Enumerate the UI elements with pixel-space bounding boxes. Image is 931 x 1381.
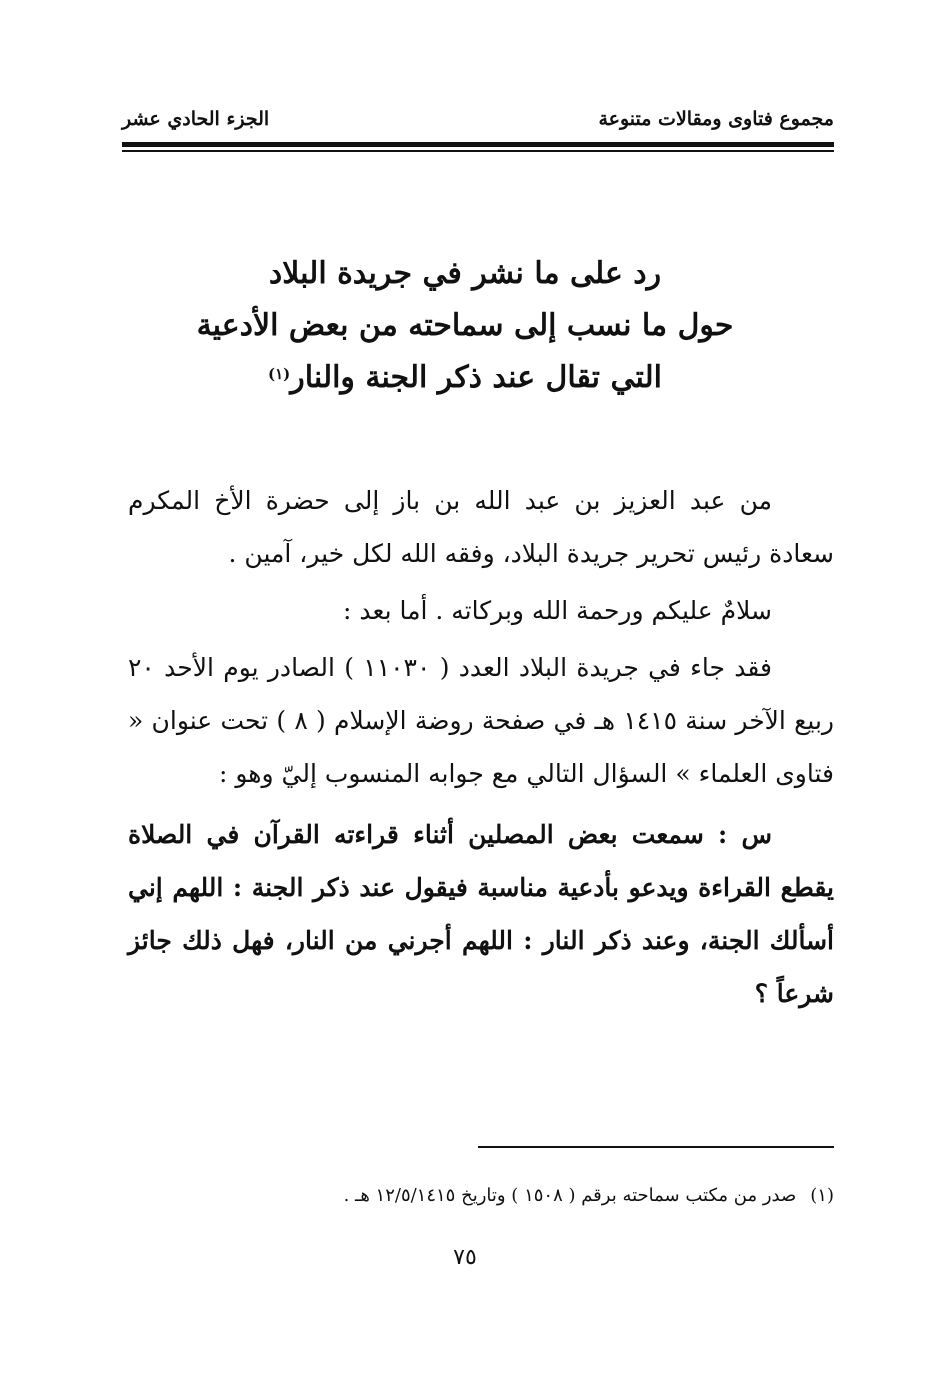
book-title: مجموع فتاوى ومقالات متنوعة — [598, 108, 834, 130]
footnote-text: صدر من مكتب سماحته برقم ( ١٥٠٨ ) وتاريخ ١٢/٥/١٤١٥ هـ . — [343, 1185, 797, 1206]
footnote — [154, 1185, 834, 1206]
article-title — [150, 248, 780, 404]
running-header — [122, 108, 834, 138]
paragraph-reference: فقد جاء في جريدة البلاد العدد ( ١١٠٣٠ ) الصادر يوم الأحد ٢٠ ربيع الآخر سنة ١٤١٥ هـ في صفحة روضة الإسلام ( ٨ ) تحت عنوان « فتاوى العلماء » السؤال التالي مع جوابه المنسوب إليّ وهو : — [128, 653, 834, 788]
footnote-separator — [478, 1146, 834, 1148]
title-line-1: رد على ما نشر في جريدة البلاد — [268, 256, 662, 291]
header-rule-thin — [122, 150, 834, 152]
article-body — [128, 474, 834, 1020]
paragraph-question: س : سمعت بعض المصلين أثناء قراءته القرآن في الصلاة يقطع القراءة ويدعو بأدعية مناسبة فيقول عند ذكر الجنة : اللهم إني أسألك الجنة، وعند ذكر النار : اللهم أجرني من النار، فهل ذلك جائز شرعاً ؟ — [128, 820, 834, 1008]
paragraph-salutation: سلامٌ عليكم ورحمة الله وبركاته . أما بعد : — [343, 596, 772, 625]
title-line-3-text: التي تقال عند ذكر الجنة والنار — [290, 360, 662, 395]
title-line-2: حول ما نسب إلى سماحته من بعض الأدعية — [196, 308, 734, 343]
page-number: ٧٥ — [453, 1245, 477, 1270]
paragraph-greeting: من عبد العزيز بن عبد الله بن باز إلى حضرة الأخ المكرم سعادة رئيس تحرير جريدة البلاد، وفقه الله لكل خير، آمين . — [128, 486, 834, 568]
volume-label: الجزء الحادي عشر — [122, 108, 270, 130]
title-line-3 — [150, 352, 780, 404]
title-footnote-ref: (١) — [267, 365, 291, 383]
footnote-mark: (١) — [810, 1185, 834, 1206]
header-rule-thick — [122, 142, 834, 147]
